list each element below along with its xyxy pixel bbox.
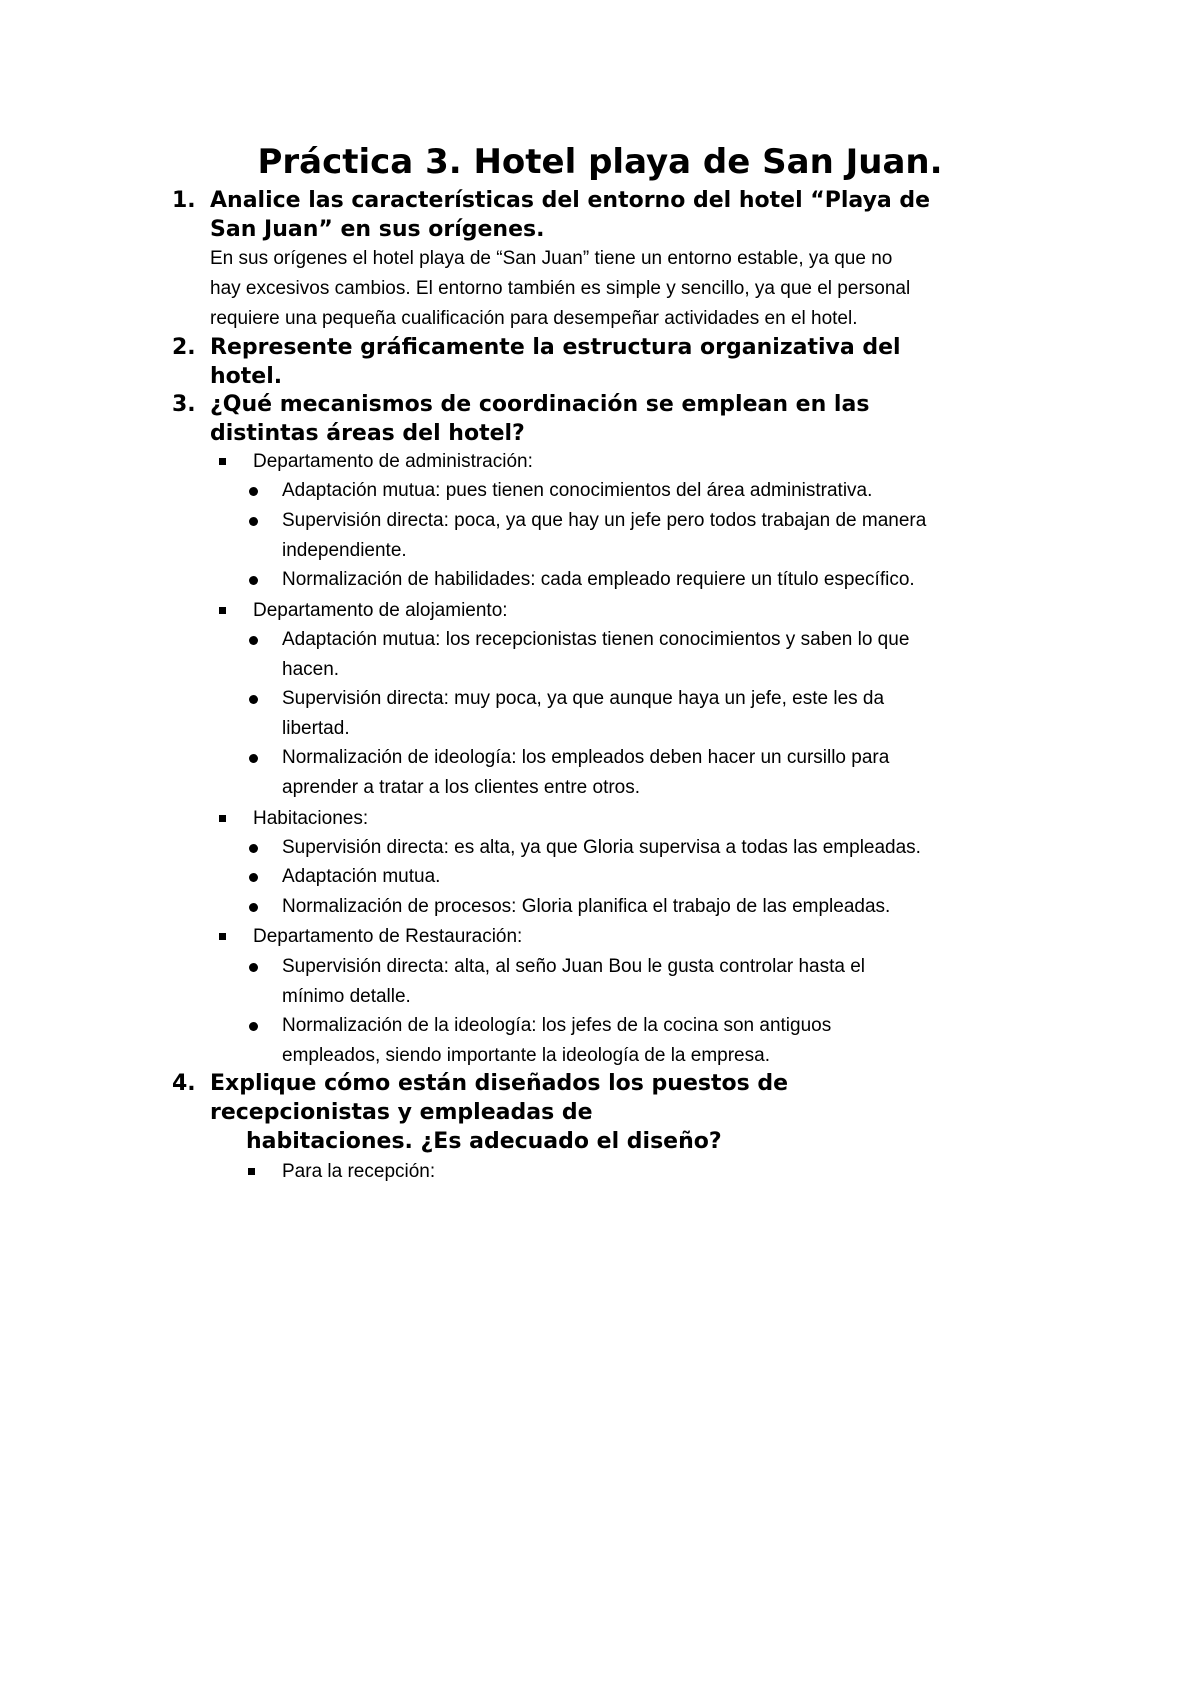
question-1-line-1: Analice las características del entorno del hotel “Playa de bbox=[210, 188, 931, 213]
list-item bbox=[282, 952, 865, 1011]
word: puestos bbox=[651, 1071, 750, 1096]
bullet-dot-icon bbox=[249, 903, 258, 912]
list-item-line: Normalización de procesos: Gloria planifica el trabajo de las empleadas. bbox=[282, 896, 891, 917]
list-item bbox=[282, 1011, 831, 1070]
bullet-dot-icon bbox=[249, 873, 258, 882]
question-2-line-1: Represente gráficamente la estructura organizativa del bbox=[210, 335, 901, 360]
question-2-line-2: hotel. bbox=[210, 364, 283, 389]
question-4-line-3: habitaciones. ¿Es adecuado el diseño? bbox=[246, 1129, 722, 1154]
list-item-line: Adaptación mutua: los recepcionistas tienen conocimientos y saben lo que bbox=[282, 629, 910, 650]
list-item-line: mínimo detalle. bbox=[282, 985, 411, 1007]
word: los bbox=[608, 1071, 644, 1096]
bullet-dot-icon bbox=[249, 517, 258, 526]
word: cómo bbox=[324, 1071, 391, 1096]
word: de bbox=[757, 1071, 789, 1096]
list-item-line: hacen. bbox=[282, 658, 340, 680]
list-item-line: Adaptación mutua: pues tienen conocimientos del área administrativa. bbox=[282, 480, 873, 501]
question-2-number: 2. bbox=[172, 335, 196, 360]
list-item-line: Supervisión directa: poca, ya que hay un jefe pero todos trabajan de manera bbox=[282, 510, 927, 531]
bullet-dot-icon bbox=[249, 1022, 258, 1031]
bullet-dot-icon bbox=[249, 487, 258, 496]
answer-line: hay excesivos cambios. El entorno también es simple y sencillo, ya que el personal bbox=[210, 278, 911, 299]
list-item bbox=[282, 476, 872, 506]
bullet-dot-icon bbox=[249, 754, 258, 763]
word: están bbox=[397, 1071, 467, 1096]
list-item-line: Supervisión directa: alta, al seño Juan Bou le gusta controlar hasta el bbox=[282, 956, 866, 977]
question-3-heading bbox=[210, 390, 869, 448]
bullet-dot-icon bbox=[249, 844, 258, 853]
list-item-line: aprender a tratar a los clientes entre otros. bbox=[282, 776, 641, 798]
bullet-dot-icon bbox=[249, 576, 258, 585]
question-2-heading bbox=[210, 333, 901, 391]
department-restauracion-label: Departamento de Restauración: bbox=[253, 926, 523, 947]
list-item bbox=[282, 684, 884, 743]
list-item bbox=[282, 506, 926, 565]
question-1-number: 1. bbox=[172, 188, 196, 213]
department-administracion-label: Departamento de administración: bbox=[253, 451, 533, 472]
question-4-line-2: recepcionistas y empleadas de bbox=[210, 1100, 593, 1125]
list-item-line: Normalización de ideología: los empleados deben hacer un cursillo para bbox=[282, 747, 890, 768]
list-item bbox=[282, 565, 915, 595]
square-bullet-icon bbox=[219, 815, 226, 822]
list-item bbox=[282, 743, 889, 802]
list-item-line: Supervisión directa: muy poca, ya que aunque haya un jefe, este les da bbox=[282, 688, 885, 709]
question-4-number: 4. bbox=[172, 1071, 196, 1096]
square-bullet-icon bbox=[219, 933, 226, 940]
word: diseñados bbox=[474, 1071, 601, 1096]
question-3-line-1: ¿Qué mecanismos de coordinación se emplean en las bbox=[210, 392, 870, 417]
question-1-heading bbox=[210, 186, 930, 244]
word: Explique bbox=[210, 1071, 317, 1096]
question-1-line-2: San Juan” en sus orígenes. bbox=[210, 217, 545, 242]
list-item-line: Normalización de habilidades: cada empleado requiere un título específico. bbox=[282, 569, 915, 590]
question-4-heading bbox=[210, 1069, 1036, 1156]
square-bullet-icon bbox=[219, 458, 226, 465]
list-item bbox=[282, 833, 921, 863]
list-item bbox=[282, 892, 890, 922]
department-habitaciones-label: Habitaciones: bbox=[253, 808, 369, 829]
department-alojamiento-label: Departamento de alojamiento: bbox=[253, 600, 508, 621]
bullet-dot-icon bbox=[249, 695, 258, 704]
list-item-line: Normalización de la ideología: los jefes de la cocina son antiguos bbox=[282, 1015, 832, 1036]
list-item-line: libertad. bbox=[282, 717, 350, 739]
list-item bbox=[282, 625, 909, 684]
answer-line: requiere una pequeña cualificación para desempeñar actividades en el hotel. bbox=[210, 308, 858, 329]
question-4-line-1 bbox=[210, 1069, 1036, 1098]
list-item bbox=[282, 862, 440, 892]
bullet-dot-icon bbox=[249, 636, 258, 645]
square-bullet-icon bbox=[219, 607, 226, 614]
document-title: Práctica 3. Hotel playa de San Juan. bbox=[257, 142, 943, 182]
question-4-sub-item: Para la recepción: bbox=[282, 1161, 436, 1182]
question-3-line-2: distintas áreas del hotel? bbox=[210, 421, 525, 446]
square-bullet-icon bbox=[248, 1168, 255, 1175]
question-3-number: 3. bbox=[172, 392, 196, 417]
list-item-line: Supervisión directa: es alta, ya que Gloria supervisa a todas las empleadas. bbox=[282, 837, 921, 858]
list-item-line: independiente. bbox=[282, 539, 407, 561]
bullet-dot-icon bbox=[249, 963, 258, 972]
list-item-line: Adaptación mutua. bbox=[282, 866, 441, 887]
answer-line: En sus orígenes el hotel playa de “San Juan” tiene un entorno estable, ya que no bbox=[210, 248, 893, 269]
list-item-line: empleados, siendo importante la ideología de la empresa. bbox=[282, 1044, 770, 1066]
question-1-answer bbox=[210, 244, 910, 334]
